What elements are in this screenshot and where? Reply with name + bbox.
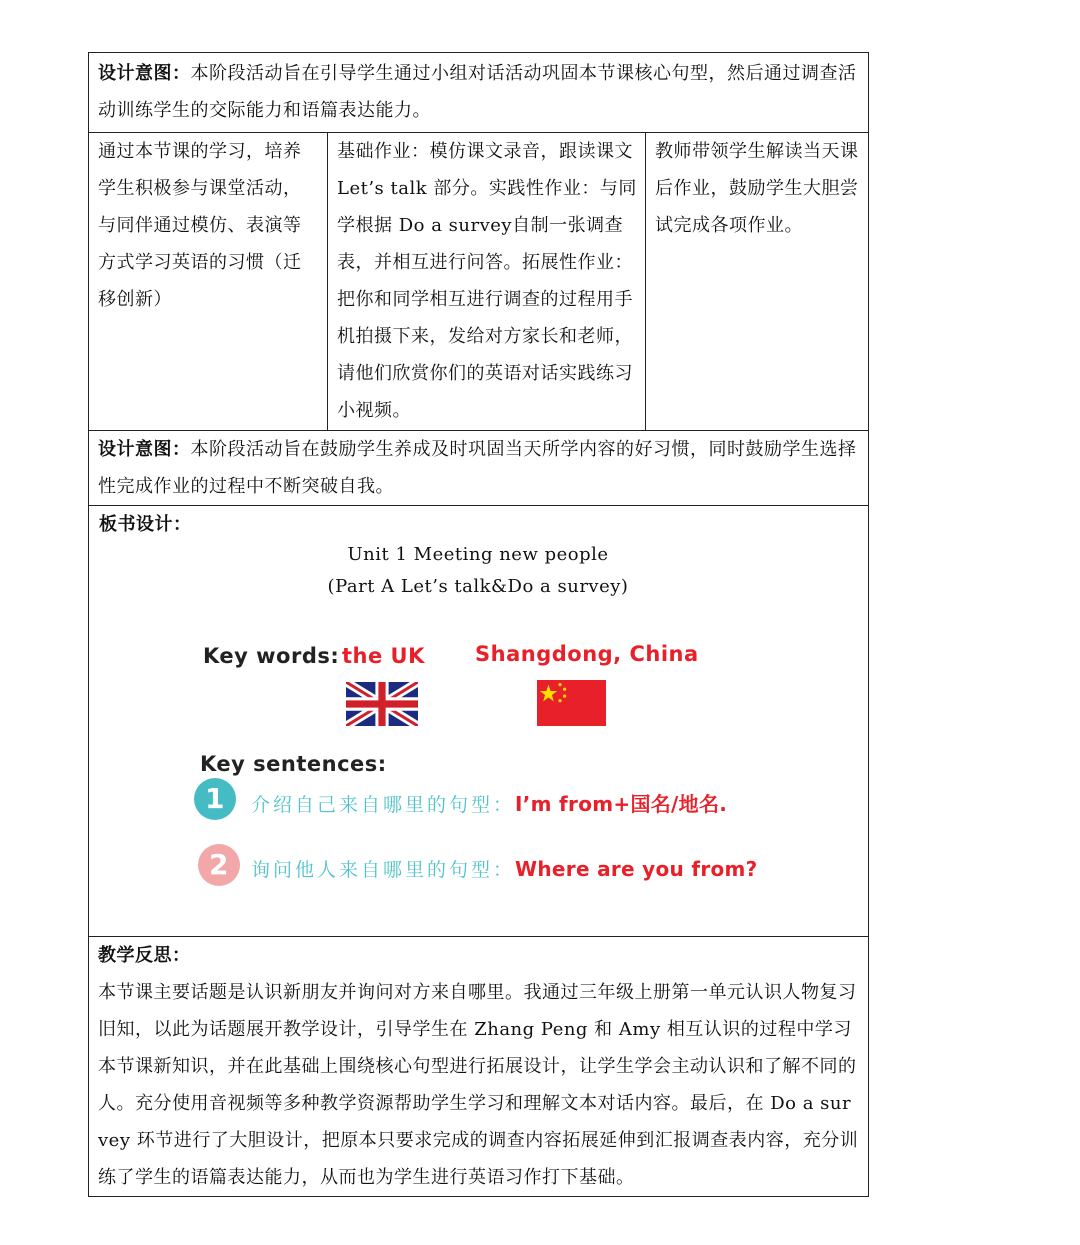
design-intent-text: 本阶段活动旨在引导学生通过小组对话活动巩固本节课核心句型，然后通过调查活动训练学生的交际能力和语篇表达能力。 bbox=[98, 63, 857, 121]
design-intent-label: 设计意图： bbox=[98, 63, 191, 84]
sentence-1-english: I’m from+国名/地名. bbox=[515, 792, 728, 816]
board-subtitle: (Part A Let’s talk&Do a survey) bbox=[327, 576, 629, 597]
goal-cell: 通过本节课的学习，培养学生积极参与课堂活动，与同伴通过模仿、表演等方式学习英语的习惯（迁移创新） bbox=[89, 133, 328, 431]
sentence-2-chinese: 询问他人来自哪里的句型： bbox=[251, 859, 516, 881]
design-intent-text: 本阶段活动旨在鼓励学生养成及时巩固当天所学内容的好习惯，同时鼓励学生选择性完成作业的过程中不断突破自我。 bbox=[98, 439, 857, 497]
board-title: Unit 1 Meeting new people bbox=[347, 544, 609, 565]
board-design-row bbox=[89, 506, 869, 937]
board-design-cell bbox=[89, 506, 869, 937]
key-word-uk: the UK bbox=[342, 644, 425, 668]
design-intent-cell-1 bbox=[89, 53, 869, 133]
board-design-label: 板书设计： bbox=[99, 514, 192, 535]
design-intent-row-2 bbox=[89, 431, 869, 506]
sentence-2 bbox=[251, 851, 758, 889]
reflection-label: 教学反思： bbox=[98, 945, 191, 966]
sentence-1-chinese: 介绍自己来自哪里的句型： bbox=[251, 794, 516, 816]
reflection-cell bbox=[89, 937, 869, 1197]
design-intent-row-1 bbox=[89, 53, 869, 133]
key-sentences-label: Key sentences: bbox=[200, 752, 387, 776]
key-word-china: Shangdong, China bbox=[475, 642, 699, 666]
homework-row bbox=[89, 133, 869, 431]
homework-cell: 基础作业：模仿课文录音，跟读课文Let’s talk 部分。实践性作业：与同学根据 Do a survey自制一张调查表，并相互进行问答。拓展性作业：把你和同学相互进行调查的过程用手机拍摄下来，发给对方家长和老师，请他们欣赏你们的英语对话实践练习小视频。 bbox=[328, 133, 646, 431]
uk-flag-icon bbox=[346, 682, 418, 726]
china-flag-icon bbox=[537, 680, 606, 726]
sentence-2-number-badge: 2 bbox=[198, 844, 240, 886]
board-design bbox=[98, 506, 860, 936]
teacher-guide-cell: 教师带领学生解读当天课后作业，鼓励学生大胆尝试完成各项作业。 bbox=[646, 133, 869, 431]
reflection-row bbox=[89, 937, 869, 1197]
design-intent-cell-2 bbox=[89, 431, 869, 506]
key-words-label: Key words: bbox=[203, 644, 340, 668]
lesson-plan-table bbox=[88, 52, 869, 1197]
sentence-2-english: Where are you from? bbox=[515, 857, 758, 881]
reflection-text: 本节课主要话题是认识新朋友并询问对方来自哪里。我通过三年级上册第一单元认识人物复习旧知，以此为话题展开教学设计，引导学生在 Zhang Peng 和 Amy 相互认识的过程中学习本节课新知识，并在此基础上围绕核心句型进行拓展设计，让学生学会主动认识和了解不同的人。充分使用音视频等多种教学资源帮助学生学习和理解文本对话内容。最后，在 Do a survey 环节进行了大胆设计，把原本只要求完成的调查内容拓展延伸到汇报调查表内容，充分训练了学生的语篇表达能力，从而也为学生进行英语习作打下基础。 bbox=[98, 982, 859, 1188]
sentence-1 bbox=[251, 786, 727, 824]
sentence-1-number-badge: 1 bbox=[194, 778, 236, 820]
design-intent-label: 设计意图： bbox=[98, 439, 191, 460]
